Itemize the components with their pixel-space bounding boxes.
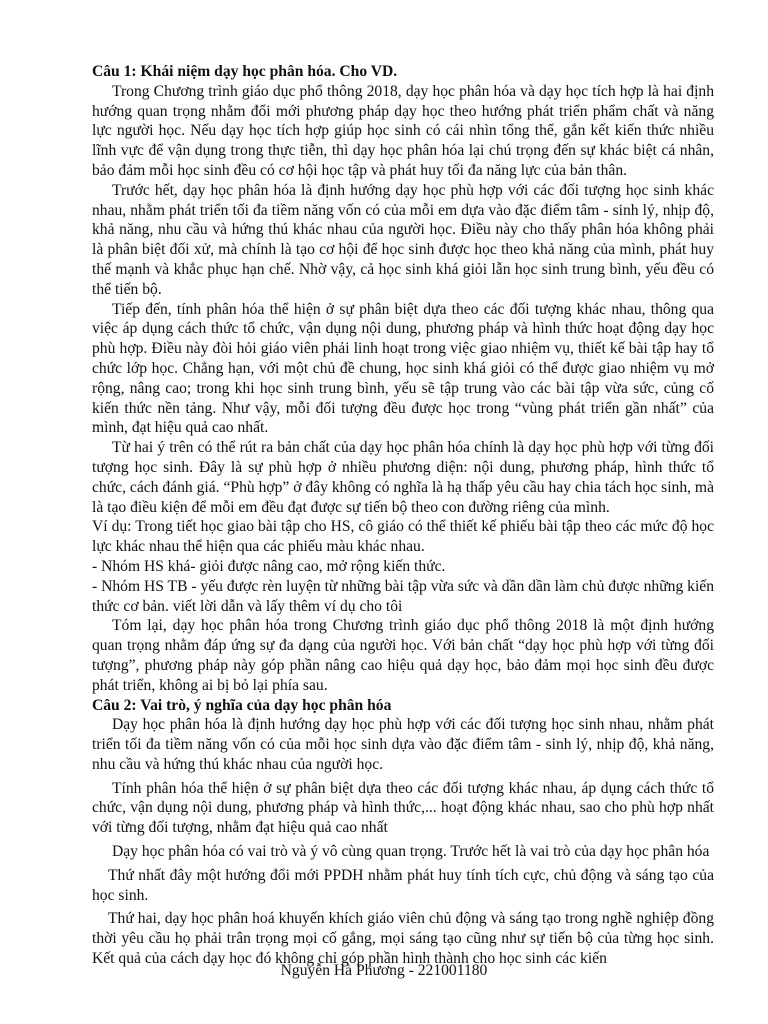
q2-paragraph-1: Dạy học phân hóa là định hướng dạy học phù hợp với các đối tượng học sinh nhau, nhằm phát triển tối đa tiềm năng vốn có của mỗi học sinh dựa vào đặc điểm tâm - sinh lý, nhịp độ, khả năng, nhu cầu và hứng thú khác nhau của người học. — [92, 716, 714, 773]
q1-paragraph-3: Tiếp đến, tính phân hóa thể hiện ở sự phân biệt dựa theo các đối tượng khác nhau, thông qua việc áp dụng cách thức tổ chức, vận dụng nội dung, phương pháp và hình thức hoạt động dạy học phù hợp. Điều này đòi hỏi giáo viên phải linh hoạt trong việc giao nhiệm vụ, thiết kế bài tập hay tổ chức lớp học. Chẳng hạn, với một chủ đề chung, học sinh khá giỏi có thể được giao nhiệm vụ mở rộng, nâng cao; trong khi học sinh trung bình, yếu sẽ tập trung vào các bài tập vừa sức, củng cố kiến thức nền tảng. Như vậy, mỗi đối tượng đều được học trong “vùng phát triển gần nhất” của mình, đạt hiệu quả cao nhất. — [92, 300, 714, 437]
question-1-heading: Câu 1: Khái niệm dạy học phân hóa. Cho VD. — [92, 63, 398, 80]
q1-example-bullet-2: - Nhóm HS TB - yếu được rèn luyện từ những bài tập vừa sức và dần dần làm chủ được những kiến thức cơ bản. viết lời dẫn và lấy thêm ví dụ cho tôi — [92, 577, 714, 615]
q2-paragraph-3: Dạy học phân hóa có vai trò và ý vô cùng quan trọng. Trước hết là vai trò của dạy học phân hóa — [112, 843, 710, 861]
page-footer-author: Nguyễn Hà Phương - 221001180 — [280, 962, 488, 979]
q2-paragraph-5: Thứ hai, dạy học phân hoá khuyến khích giáo viên chủ động và sáng tạo trong nghề nghiệp đồng thời yêu cầu họ phải trân trọng mọi cố gắng, mọi sáng tạo cũng như sự tiến bộ của từng học sinh. Kết quả của cách dạy học đó không chỉ góp phần hình thành cho học sinh các kiến — [92, 910, 714, 968]
q1-paragraph-2: Trước hết, dạy học phân hóa là định hướng dạy học phù hợp với các đối tượng học sinh khác nhau, nhằm phát triển tối đa tiềm năng vốn có của mỗi em dựa vào đặc điểm tâm - sinh lý, nhịp độ, khả năng, nhu cầu và hứng thú khác nhau của người học. Điều này cho thấy phân hóa không phải là phân biệt đối xử, mà chính là tạo cơ hội để học sinh được học theo khả năng của mình, phát huy thế mạnh và khắc phục hạn chế. Nhờ vậy, cả học sinh khá giỏi lẫn học sinh trung bình, yếu đều có thể tiến bộ. — [92, 181, 714, 298]
question-2-heading: Câu 2: Vai trò, ý nghĩa của dạy học phân hóa — [92, 696, 392, 714]
q1-paragraph-1: Trong Chương trình giáo dục phổ thông 2018, dạy học phân hóa và dạy học tích hợp là hai định hướng quan trọng nhằm đổi mới phương pháp dạy học theo hướng phát triển phẩm chất và năng lực người học. Nếu dạy học tích hợp giúp học sinh có cái nhìn tổng thể, gắn kết kiến thức nhiều lĩnh vực để vận dụng trong thực tiễn, thì dạy học phân hóa lại chú trọng đến sự khác biệt cá nhân, bảo đảm mỗi học sinh đều có cơ hội học tập và phát huy tối đa năng lực của bản thân. — [92, 82, 714, 179]
q1-example: Ví dụ: Trong tiết học giao bài tập cho HS, cô giáo có thể thiết kế phiếu bài tập theo các mức độ học lực khác nhau thể hiện qua các phiếu màu khác nhau. — [92, 518, 714, 556]
q2-paragraph-2: Tính phân hóa thể hiện ở sự phân biệt dựa theo các đối tượng khác nhau, áp dụng cách thức tổ chức, vận dụng nội dung, phương pháp và hình thức,... hoạt động khác nhau, sao cho phù hợp nhất với từng đối tượng, nhằm đạt hiệu quả cao nhất — [92, 779, 714, 837]
document-body — [92, 62, 714, 969]
q1-paragraph-4: Từ hai ý trên có thể rút ra bản chất của dạy học phân hóa chính là dạy học phù hợp với từng đối tượng học sinh. Đây là sự phù hợp ở nhiều phương diện: nội dung, phương pháp, hình thức tổ chức, cách đánh giá. “Phù hợp” ở đây không có nghĩa là hạ thấp yêu cầu hay chia tách học sinh, mà là tạo điều kiện để mỗi em đều đạt được sự tiến bộ theo con đường riêng của mình. — [92, 439, 714, 516]
q1-paragraph-5: Tóm lại, dạy học phân hóa trong Chương trình giáo dục phổ thông 2018 là một định hướng quan trọng nhằm đáp ứng sự đa dạng của người học. Với bản chất “dạy học phù hợp với từng đối tượng”, phương pháp này góp phần nâng cao hiệu quả dạy học, bảo đảm mọi học sinh đều được phát triển, không ai bị bỏ lại phía sau. — [92, 617, 714, 694]
q2-paragraph-4: Thứ nhất đây một hướng đổi mới PPDH nhằm phát huy tính tích cực, chủ động và sáng tạo của học sinh. — [92, 866, 714, 904]
q1-example-bullet-1: - Nhóm HS khá- giỏi được nâng cao, mở rộng kiến thức. — [92, 557, 446, 575]
